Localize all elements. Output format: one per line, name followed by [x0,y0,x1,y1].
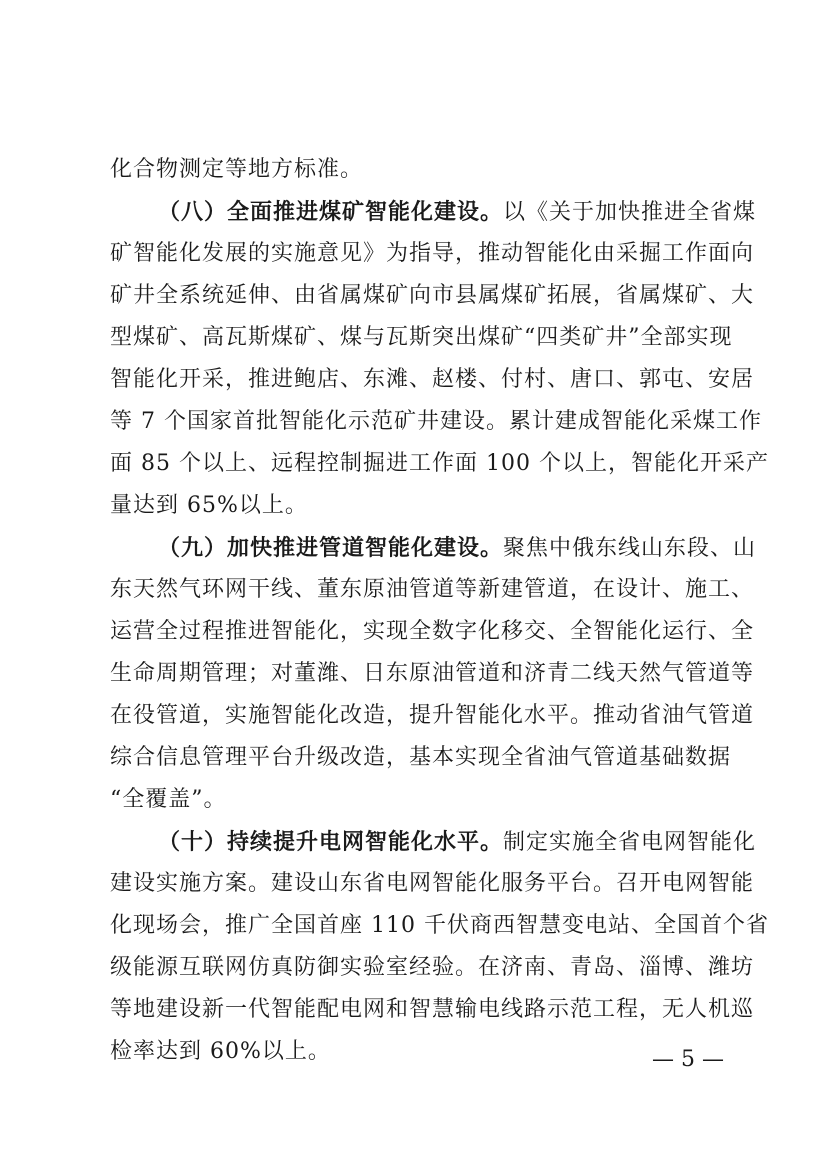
text-line: 运营全过程推进智能化，实现全数字化移交、全智能化运行、全 [110,619,755,644]
text-line: 综合信息管理平台升级改造，基本实现全省油气管道基础数据 [110,745,732,770]
page-number: — 5 — [652,1047,724,1072]
text-line: 生命周期管理；对董潍、日东原油管道和济青二线天然气管道等 [110,661,755,686]
text-line: 矿智能化发展的实施意见》为指导，推动智能化由采掘工作面向 [110,241,755,266]
text-line: 面 85 个以上、远程控制掘进工作面 100 个以上，智能化开采产 [110,451,769,476]
text-line: 智能化开采，推进鲍店、东滩、赵楼、付村、唐口、郭屯、安居 [110,367,755,392]
text-line: 级能源互联网仿真防御实验室经验。在济南、青岛、淄博、潍坊 [110,955,755,980]
text-line: （十）持续提升电网智能化水平。制定实施全省电网智能化 [158,829,757,855]
text-line: （八）全面推进煤矿智能化建设。以《关于加快推进全省煤 [158,199,757,225]
text-line: 矿井全系统延伸、由省属煤矿向市县属煤矿拓展，省属煤矿、大 [110,283,755,308]
text-line: “全覆盖”。 [110,787,227,812]
text-line: 型煤矿、高瓦斯煤矿、煤与瓦斯突出煤矿“四类矿井”全部实现 [110,325,733,350]
section-heading-9: （九）加快推进管道智能化建设。 [158,535,504,561]
section-heading-8: （八）全面推进煤矿智能化建设。 [158,199,504,225]
section-heading-10: （十）持续提升电网智能化水平。 [158,829,504,855]
text-line: （九）加快推进管道智能化建设。聚焦中俄东线山东段、山 [158,535,757,561]
text-line: 等 7 个国家首批智能化示范矿井建设。累计建成智能化采煤工作 [110,409,762,434]
text-line: 等地建设新一代智能配电网和智慧输电线路示范工程，无人机巡 [110,997,755,1022]
text-line: 在役管道，实施智能化改造，提升智能化水平。推动省油气管道 [110,703,755,728]
text-line: 检率达到 60%以上。 [110,1039,331,1064]
text-line: 东天然气环网干线、董东原油管道等新建管道，在设计、施工、 [110,577,755,602]
text-line: 建设实施方案。建设山东省电网智能化服务平台。召开电网智能 [110,871,755,896]
text-line: 量达到 65%以上。 [110,493,308,518]
text-line: 化现场会，推广全国首座 110 千伏商西智慧变电站、全国首个省 [110,913,769,938]
text-line: 化合物测定等地方标准。 [110,157,364,182]
